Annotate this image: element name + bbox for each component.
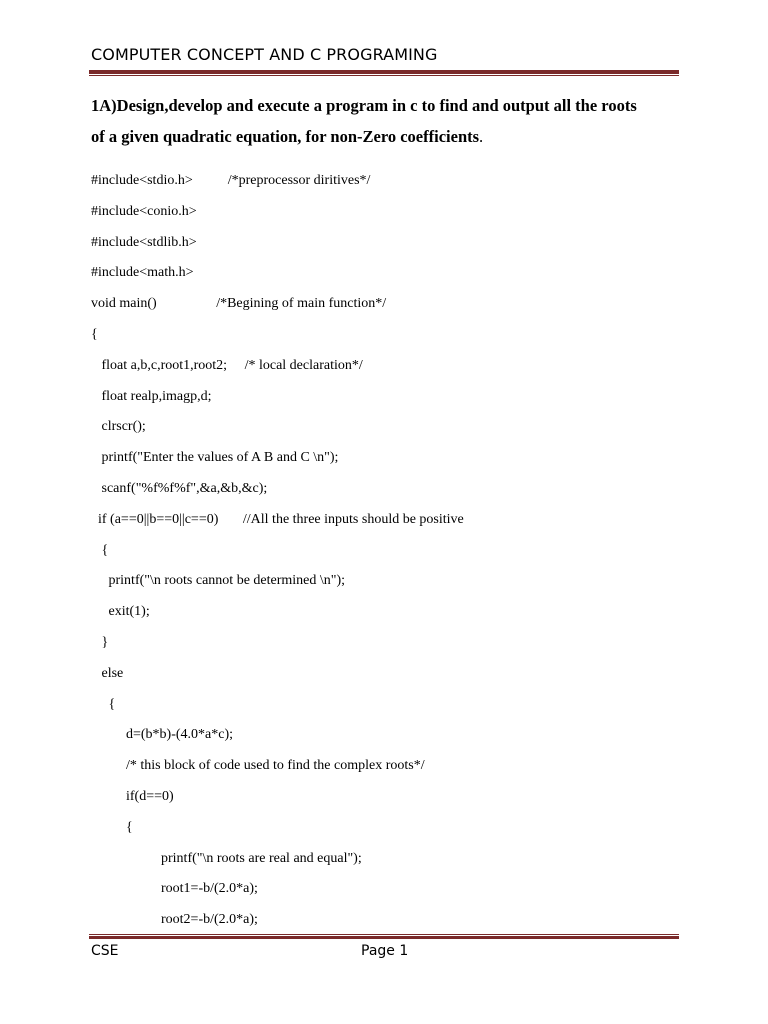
heading-line-2-text: of a given quadratic equation, for non-Zero coefficients [91, 127, 480, 146]
code-line: d=(b*b)-(4.0*a*c); [91, 727, 234, 743]
code-line: printf("\n roots cannot be determined \n"); [91, 573, 346, 589]
heading-line-1: 1A)Design,develop and execute a program in c to find and output all the roots [91, 96, 637, 115]
code-line: { [91, 819, 133, 835]
code-line: float realp,imagp,d; [91, 388, 212, 404]
assignment-heading [91, 90, 691, 152]
header-rule-thick [89, 70, 679, 74]
code-line: { [91, 696, 116, 712]
header-title: COMPUTER CONCEPT AND C PROGRAMING [91, 45, 438, 64]
heading-period: . [479, 127, 484, 146]
code-line: else [91, 665, 124, 681]
code-line: #include<conio.h> [91, 203, 197, 219]
heading-line-2 [91, 121, 691, 152]
code-line: } [91, 634, 109, 650]
footer-department: CSE [91, 943, 119, 959]
code-line: if(d==0) [91, 788, 174, 804]
code-block [91, 166, 464, 936]
code-line: float a,b,c,root1,root2; /* local declaration*/ [91, 357, 363, 373]
header-rule-thin [89, 75, 679, 76]
code-line: #include<math.h> [91, 265, 194, 281]
code-line: scanf("%f%f%f",&a,&b,&c); [91, 480, 268, 496]
code-line: printf("\n roots are real and equal"); [91, 850, 362, 866]
code-line: root1=-b/(2.0*a); [91, 881, 258, 897]
footer-rule-thick [89, 936, 679, 939]
code-line: root2=-b/(2.0*a); [91, 912, 258, 928]
code-line: { [91, 542, 109, 558]
code-line: #include<stdio.h> /*preprocessor diritives*/ [91, 173, 371, 188]
code-line: if (a==0||b==0||c==0) //All the three inputs should be positive [91, 511, 464, 527]
code-line: /* this block of code used to find the complex roots*/ [91, 758, 425, 774]
footer-page-number: Page 1 [361, 943, 409, 959]
code-line: #include<stdlib.h> [91, 234, 197, 250]
code-line: { [91, 326, 98, 342]
code-line: clrscr(); [91, 419, 146, 435]
footer-rule-thin [89, 934, 679, 935]
code-line: printf("Enter the values of A B and C \n"); [91, 450, 339, 466]
code-line: exit(1); [91, 604, 150, 620]
code-line: void main() /*Begining of main function*/ [91, 296, 387, 312]
